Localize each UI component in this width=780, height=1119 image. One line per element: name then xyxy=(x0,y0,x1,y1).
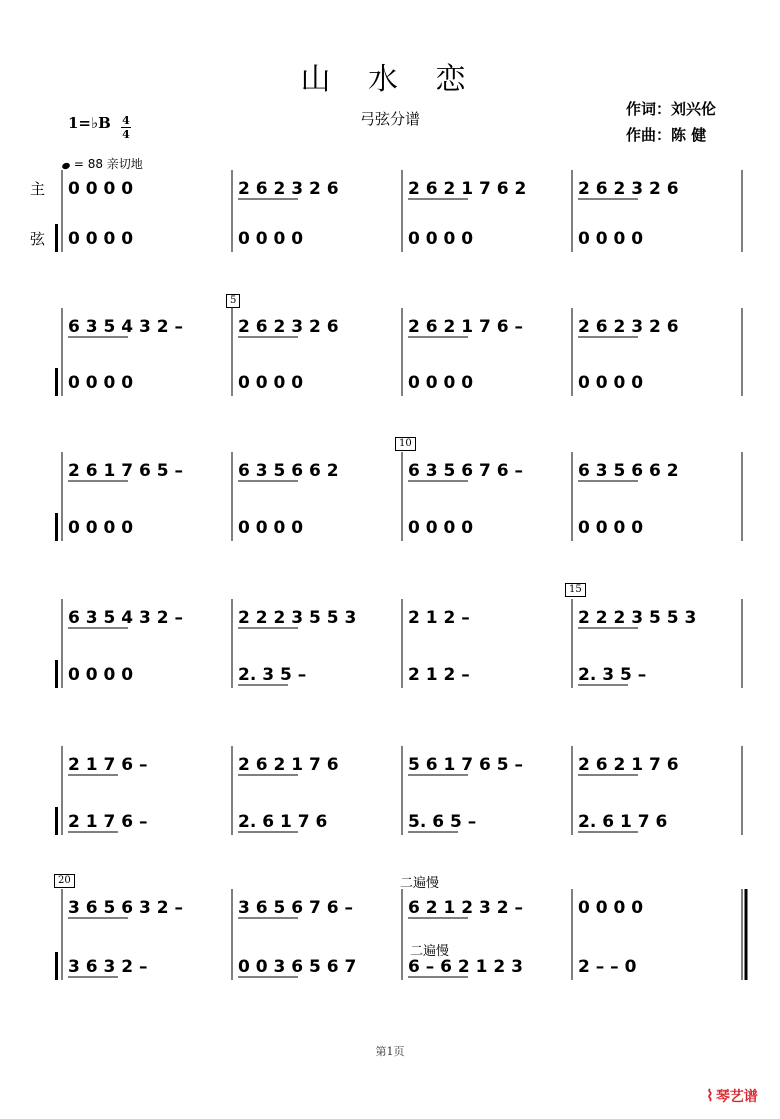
measure-notes: 6 3 5 6 6 2 xyxy=(578,461,679,481)
measure-notes: 0 0 0 0 xyxy=(68,373,134,393)
measure-notes: 2 6 2 1 7 6 2 xyxy=(408,179,527,199)
lyricist-credit: 作词：刘兴伦 xyxy=(626,100,717,118)
measure-notes: 2 6 2 1 7 6 xyxy=(578,755,679,775)
measure-notes: 2. 3 5 – xyxy=(238,665,307,685)
page-number: 第1页 xyxy=(375,1045,405,1058)
brand-name: 琴艺谱 xyxy=(715,1089,758,1105)
composer-credit: 作曲：陈 健 xyxy=(626,126,707,144)
measure-notes: 2 – – 0 xyxy=(578,957,637,977)
measure-number: 10 xyxy=(395,437,416,451)
brand-watermark xyxy=(706,1086,758,1106)
measure-notes: 2 2 2 3 5 5 3 xyxy=(578,608,697,628)
part-label-main: 主 xyxy=(30,180,46,198)
measure-number: 20 xyxy=(54,874,75,888)
system-bracket xyxy=(55,368,58,396)
measure-notes: 2 6 2 3 2 6 xyxy=(578,317,679,337)
measure-notes: 6 3 5 6 6 2 xyxy=(238,461,339,481)
time-signature-bottom: 4 xyxy=(122,128,130,141)
measure-notes: 0 0 0 0 xyxy=(68,518,134,538)
measure-notes: 0 0 3 6 5 6 7 xyxy=(238,957,357,977)
qinyipu-logo-icon: ⌇ xyxy=(706,1086,714,1105)
measure-notes: 0 0 0 0 xyxy=(578,373,644,393)
measure-notes: 0 0 0 0 xyxy=(68,229,134,249)
measure-notes: 2 1 2 – xyxy=(408,608,470,628)
measure-notes: 2 1 7 6 – xyxy=(68,755,148,775)
measure-notes: 0 0 0 0 xyxy=(68,179,134,199)
measure-notes: 2. 6 1 7 6 xyxy=(578,812,668,832)
measure-notes: 0 0 0 0 xyxy=(238,518,304,538)
measure-notes: 2 1 2 – xyxy=(408,665,470,685)
score-title: 山 水 恋 xyxy=(300,62,480,97)
key-signature: 1=♭B xyxy=(68,114,111,132)
measure-notes: 0 0 0 0 xyxy=(408,229,474,249)
measure-notes: 0 0 0 0 xyxy=(408,518,474,538)
system-bracket xyxy=(55,513,58,541)
measure-notes: 0 0 0 0 xyxy=(238,373,304,393)
measure-notes: 6 2 1 2 3 2 – xyxy=(408,898,523,918)
measure-notes: 2. 3 5 – xyxy=(578,665,647,685)
measure-notes: 2 6 2 1 7 6 – xyxy=(408,317,523,337)
measure-notes: 2 2 2 3 5 5 3 xyxy=(238,608,357,628)
measure-notes: 0 0 0 0 xyxy=(68,665,134,685)
measure-notes: 0 0 0 0 xyxy=(578,898,644,918)
part-label-strings: 弦 xyxy=(30,230,46,248)
slow-second-time-top: 二遍慢 xyxy=(400,876,440,891)
measure-notes: 2 6 2 1 7 6 xyxy=(238,755,339,775)
measure-number: 15 xyxy=(565,583,586,597)
measure-notes: 3 6 5 6 7 6 – xyxy=(238,898,353,918)
score-subtitle: 弓弦分谱 xyxy=(359,110,420,128)
measure-notes: 6 3 5 4 3 2 – xyxy=(68,317,183,337)
measure-notes: 2 1 7 6 – xyxy=(68,812,148,832)
measure-number: 5 xyxy=(226,294,240,308)
measure-notes: 2 6 2 3 2 6 xyxy=(238,179,339,199)
measure-notes: 6 – 6 2 1 2 3 xyxy=(408,957,523,977)
measure-notes: 0 0 0 0 xyxy=(578,229,644,249)
measure-notes: 2 6 1 7 6 5 – xyxy=(68,461,183,481)
system-bracket xyxy=(55,952,58,980)
system-bracket xyxy=(55,660,58,688)
measure-notes: 2 6 2 3 2 6 xyxy=(238,317,339,337)
measure-notes: 3 6 3 2 – xyxy=(68,957,148,977)
measure-notes: 0 0 0 0 xyxy=(578,518,644,538)
measure-notes: 0 0 0 0 xyxy=(408,373,474,393)
measure-notes: 6 3 5 6 7 6 – xyxy=(408,461,523,481)
slow-second-time-bottom: 二遍慢 xyxy=(410,944,450,959)
system-bracket xyxy=(55,807,58,835)
system-bracket xyxy=(55,224,58,252)
tempo-text: = 88 亲切地 xyxy=(73,157,143,171)
measure-notes: 5. 6 5 – xyxy=(408,812,477,832)
measure-notes: 2. 6 1 7 6 xyxy=(238,812,328,832)
measure-notes: 2 6 2 3 2 6 xyxy=(578,179,679,199)
measure-notes: 5 6 1 7 6 5 – xyxy=(408,755,523,775)
measure-notes: 6 3 5 4 3 2 – xyxy=(68,608,183,628)
measure-notes: 3 6 5 6 3 2 – xyxy=(68,898,183,918)
time-signature-top: 4 xyxy=(122,114,130,127)
measure-notes: 0 0 0 0 xyxy=(238,229,304,249)
